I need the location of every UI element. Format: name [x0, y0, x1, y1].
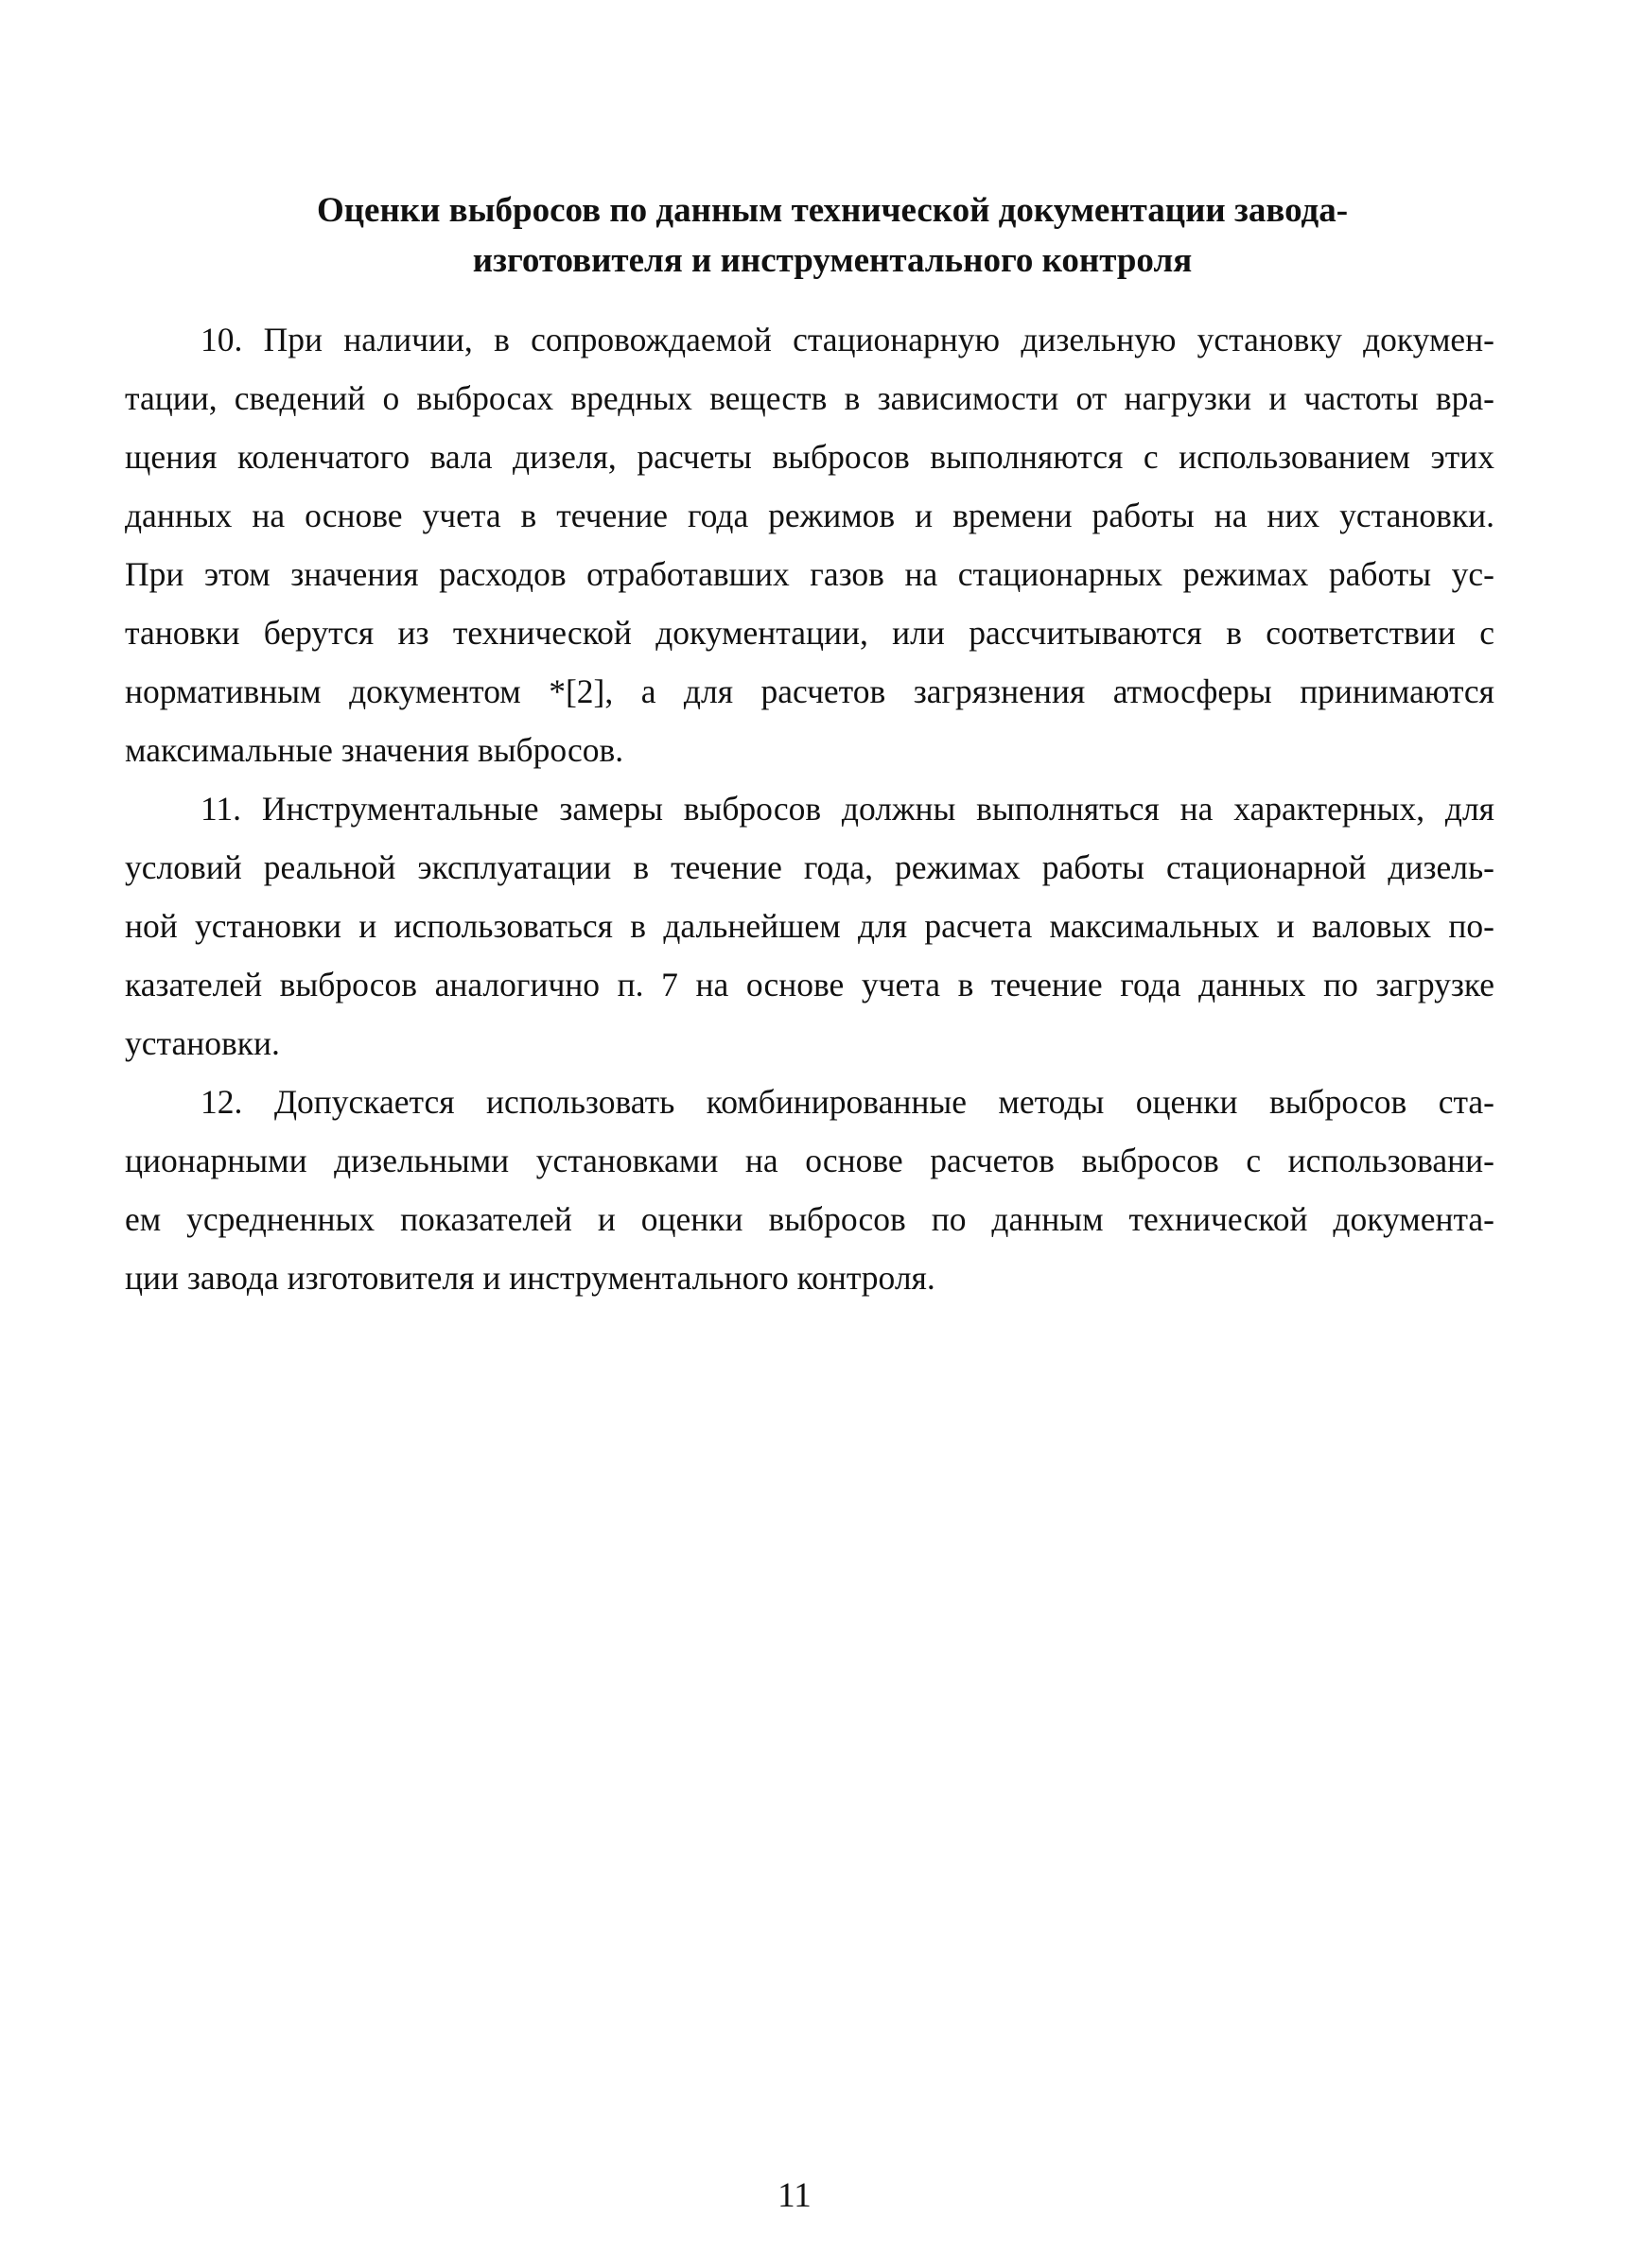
paragraph-line: ной установки и использоваться в дальнейшем для расчета максимальных и валовых по- [125, 907, 1494, 945]
paragraph-line: 11. Инструментальные замеры выбросов должны выполняться на характерных, для [201, 790, 1494, 828]
heading-line-1: Оценки выбросов по данным технической документации завода- [316, 191, 1349, 230]
paragraph-11 [125, 779, 1494, 1073]
paragraph-line: ционарными дизельными установками на основе расчетов выбросов с использовани- [125, 1142, 1494, 1179]
paragraph-line: ем усредненных показателей и оценки выбросов по данным технической документа- [125, 1200, 1494, 1238]
paragraph-line: казателей выбросов аналогично п. 7 на основе учета в течение года данных по загрузке [125, 966, 1494, 1003]
body-text [125, 310, 1494, 1307]
paragraph-line: 12. Допускается использовать комбинированные методы оценки выбросов ста- [201, 1083, 1494, 1121]
paragraph-12 [125, 1073, 1494, 1307]
paragraph-line: тановки берутся из технической документации, или рассчитываются в соответствии с [125, 614, 1494, 652]
paragraph-line: условий реальной эксплуатации в течение года, режимах работы стационарной дизель- [125, 848, 1494, 886]
paragraph-line: максимальные значения выбросов. [125, 731, 624, 769]
heading-line-2: изготовителя и инструментального контроля [472, 241, 1193, 280]
paragraph-line: установки. [125, 1024, 280, 1062]
paragraph-line: щения коленчатого вала дизеля, расчеты выбросов выполняются с использованием этих [125, 438, 1494, 476]
paragraph-line: нормативным документом *[2], а для расчетов загрязнения атмосферы принимаются [125, 672, 1494, 710]
paragraph-10 [125, 310, 1494, 779]
paragraph-line: 10. При наличии, в сопровождаемой стационарную дизельную установку докумен- [201, 321, 1494, 358]
paragraph-line: При этом значения расходов отработавших газов на стационарных режимах работы ус- [125, 555, 1494, 593]
paragraph-line: тации, сведений о выбросах вредных веществ в зависимости от нагрузки и частоты вра- [125, 379, 1494, 417]
paragraph-line: ции завода изготовителя и инструментального контроля. [125, 1259, 935, 1297]
page-number: 11 [777, 2176, 812, 2215]
paragraph-line: данных на основе учета в течение года режимов и времени работы на них установки. [125, 497, 1494, 534]
section-heading [170, 185, 1494, 286]
